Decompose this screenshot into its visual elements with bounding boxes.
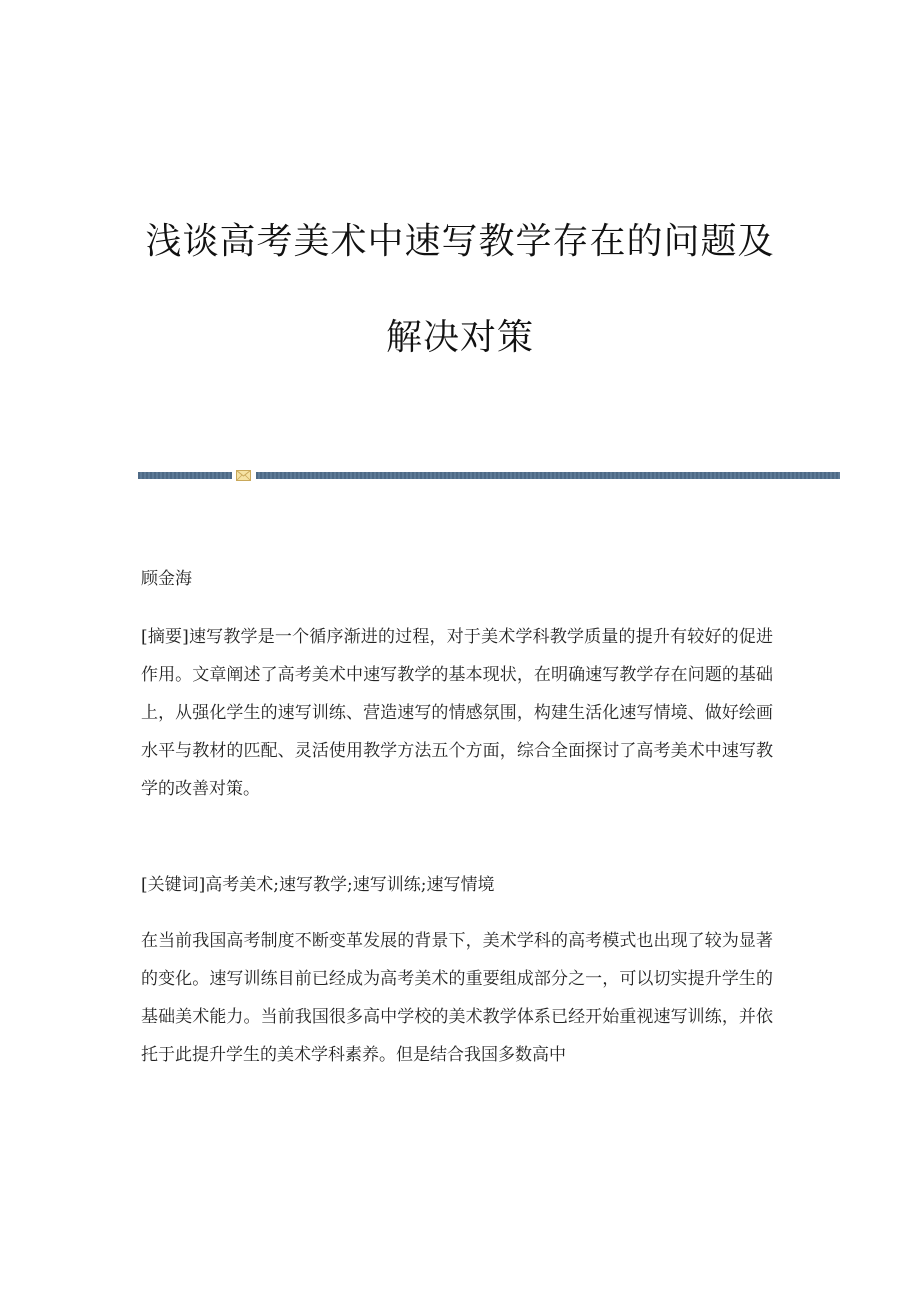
- envelope-icon: [236, 470, 251, 481]
- title-line-2: 解决对策: [385, 317, 534, 358]
- title-line-1: 浅谈高考美术中速写教学存在的问题及: [145, 221, 775, 262]
- section-divider: [138, 470, 840, 480]
- body-paragraph: 在当前我国高考制度不断变革发展的背景下，美术学科的高考模式也出现了较为显著的变化。速写训练目前已经成为高考美术的重要组成部分之一，可以切实提升学生的基础美术能力。当前我国很多高中学校的美术教学体系已经开始重视速写训练，并依托于此提升学生的美术学科素养。但是结合我国多数高中: [141, 931, 773, 1065]
- divider-bar-right: [256, 472, 840, 479]
- abstract-paragraph: [摘要]速写教学是一个循序渐进的过程，对于美术学科教学质量的提升有较好的促进作用。文章阐述了高考美术中速写教学的基本现状，在明确速写教学存在问题的基础上，从强化学生的速写训练、营造速写的情感氛围，构建生活化速写情境、做好绘画水平与教材的匹配、灵活使用教学方法五个方面，综合全面探讨了高考美术中速写教学的改善对策。: [141, 627, 773, 799]
- keywords-line: [关键词]高考美术;速写教学;速写训练;速写情境: [141, 875, 495, 895]
- author-name: 顾金海: [141, 569, 192, 589]
- divider-bar-left: [138, 472, 232, 479]
